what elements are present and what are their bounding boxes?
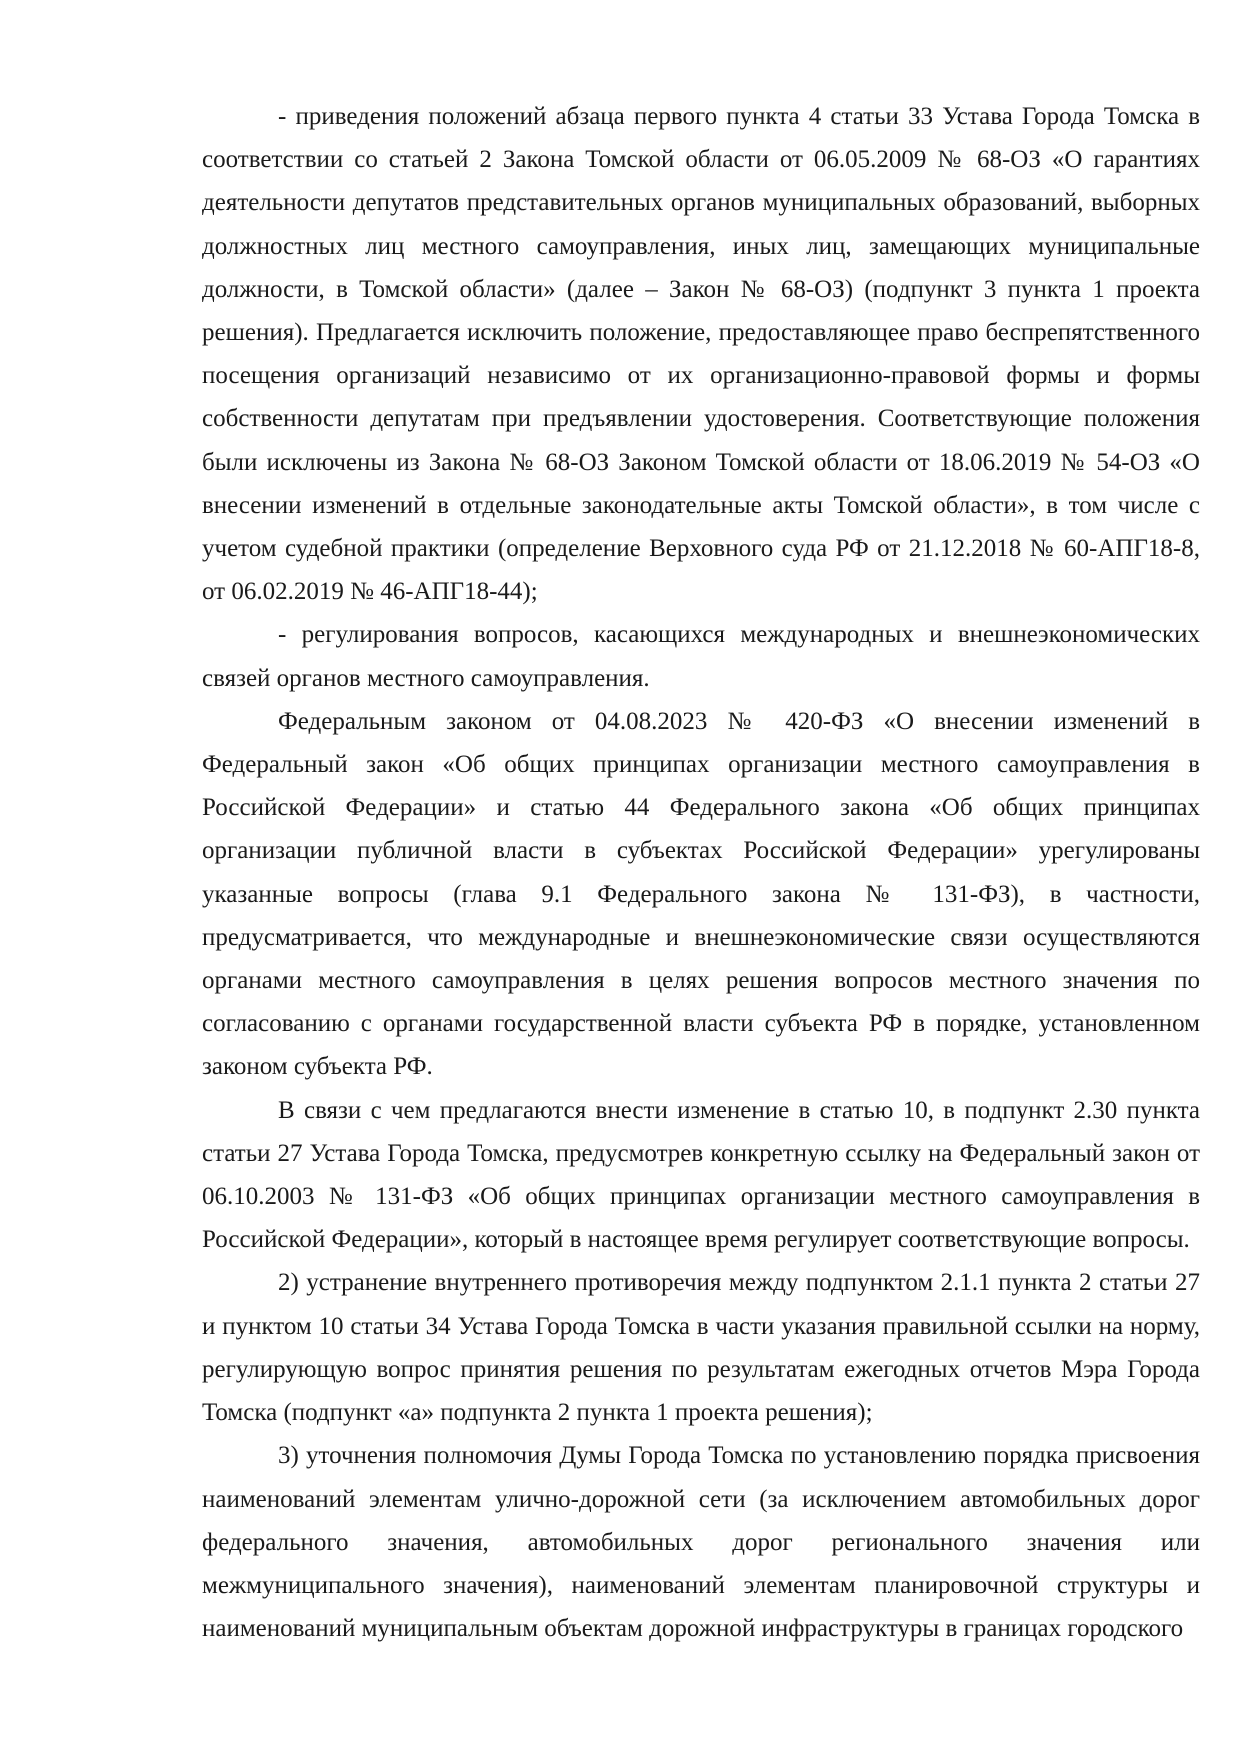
paragraph-international-relations: - регулирования вопросов, касающихся международных и внешнеэкономических связей органов местного самоуправления. — [202, 621, 1200, 692]
paragraph-amendment-article-10: В связи с чем предлагаются внести изменение в статью 10, в подпункт 2.30 пункта статьи 27 Устава Города Томска, предусмотрев конкретную ссылку на Федеральный закон от 06.10.2003 № 131-ФЗ «Об общих принципах организации местного самоуправления в Российской Федерации», который в настоящее время регулирует соответствующие вопросы. — [202, 1096, 1200, 1254]
document-page — [202, 95, 1200, 1650]
paragraph-item-3: 3) уточнения полномочия Думы Города Томска по установлению порядка присвоения наименований элементам улично-дорожной сети (за исключением автомобильных дорог федерального значения, автомобильных дорог регионального значения или межмуниципального значения), наименований элементам планировочной структуры и наименований муниципальным объектам дорожной инфраструктуры в границах городского — [202, 1442, 1200, 1643]
paragraph-deputies-rights: - приведения положений абзаца первого пункта 4 статьи 33 Устава Города Томска в соответствии со статьей 2 Закона Томской области от 06.05.2009 № 68-ОЗ «О гарантиях деятельности депутатов представительных органов муниципальных образований, выборных должностных лиц местного самоуправления, иных лиц, замещающих муниципальные должности, в Томской области» (далее – Закон № 68-ОЗ) (подпункт 3 пункта 1 проекта решения). Предлагается исключить положение, предоставляющее право беспрепятственного посещения организаций независимо от их организационно-правовой формы и формы собственности депутатам при предъявлении удостоверения. Соответствующие положения были исключены из Закона № 68-ОЗ Законом Томской области от 18.06.2019 № 54-ОЗ «О внесении изменений в отдельные законодательные акты Томской области», в том числе с учетом судебной практики (определение Верховного суда РФ от 21.12.2018 № 60-АПГ18-8, от 06.02.2019 № 46-АПГ18-44); — [202, 103, 1200, 606]
paragraph-item-2: 2) устранение внутреннего противоречия между подпунктом 2.1.1 пункта 2 статьи 27 и пунктом 10 статьи 34 Устава Города Томска в части указания правильной ссылки на норму, регулирующую вопрос принятия решения по результатам ежегодных отчетов Мэра Города Томска (подпункт «а» подпункта 2 пункта 1 проекта решения); — [202, 1269, 1200, 1427]
paragraph-federal-law-420: Федеральным законом от 04.08.2023 № 420-ФЗ «О внесении изменений в Федеральный закон «Об общих принципах организации местного самоуправления в Российской Федерации» и статью 44 Федерального закона «Об общих принципах организации публичной власти в субъектах Российской Федерации» урегулированы указанные вопросы (глава 9.1 Федерального закона № 131-ФЗ), в частности, предусматривается, что международные и внешнеэкономические связи осуществляются органами местного самоуправления в целях решения вопросов местного значения по согласованию с органами государственной власти субъекта РФ в порядке, установленном законом субъекта РФ. — [202, 707, 1200, 1081]
